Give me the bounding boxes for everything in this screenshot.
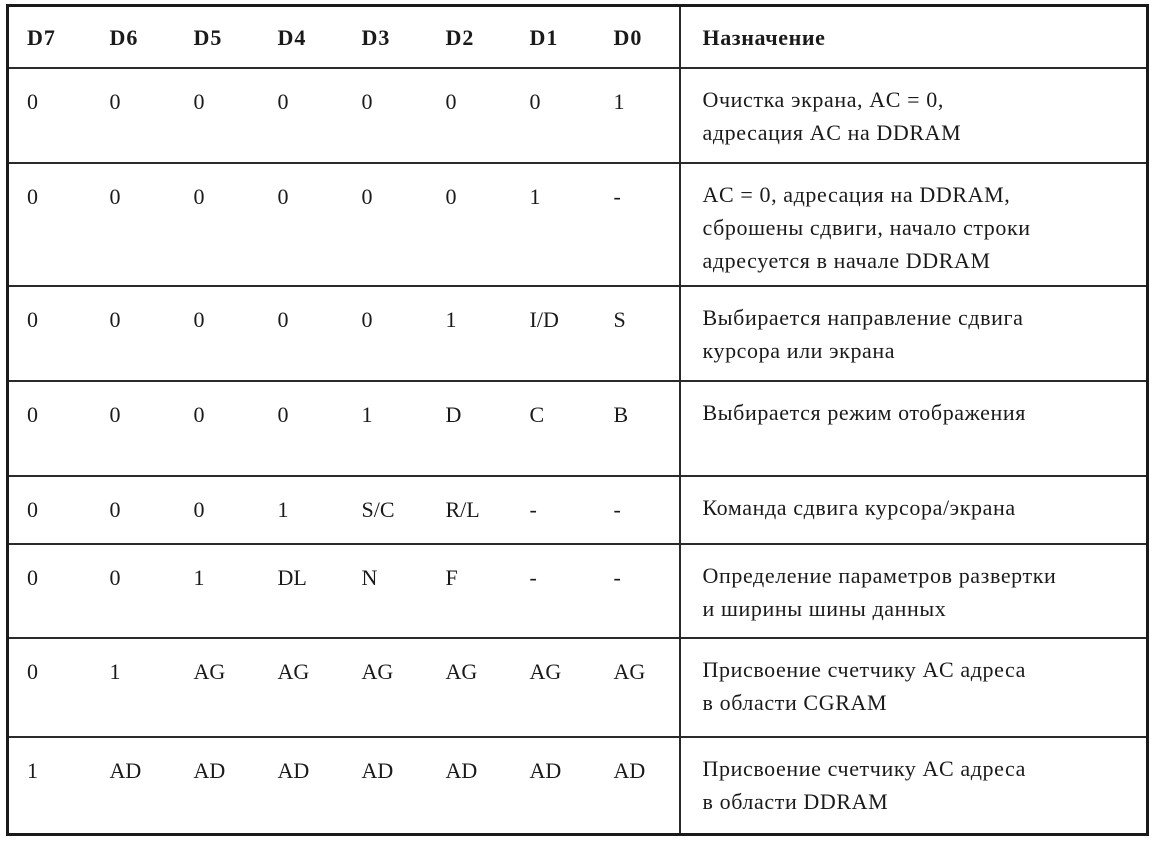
bit-cell-d1: C [512, 381, 596, 476]
bit-cell-d4: 1 [260, 476, 344, 544]
purpose-line: и ширины шины данных [702, 595, 947, 621]
header-d1: D1 [512, 6, 596, 68]
bit-cell-d5: AD [176, 737, 260, 835]
bit-cell-d5: 1 [176, 544, 260, 638]
command-table [6, 4, 1149, 836]
purpose-line: курсора или экрана [702, 337, 896, 363]
purpose-line: Выбирается направление сдвига [702, 304, 1024, 330]
header-d2: D2 [428, 6, 512, 68]
bit-cell-d5: 0 [176, 163, 260, 286]
table-body [8, 68, 1148, 835]
bit-cell-d0: AD [596, 737, 680, 835]
bit-cell-d6: 0 [92, 476, 176, 544]
bit-cell-d1: - [512, 544, 596, 638]
bit-cell-d4: 0 [260, 381, 344, 476]
bit-cell-d4: DL [260, 544, 344, 638]
bit-cell-d2: AG [428, 638, 512, 737]
header-d0: D0 [596, 6, 680, 68]
purpose-cell [680, 476, 1148, 544]
bit-cell-d3: AD [344, 737, 428, 835]
bit-cell-d4: 0 [260, 68, 344, 163]
bit-cell-d0: - [596, 476, 680, 544]
bit-cell-d3: 1 [344, 381, 428, 476]
bit-cell-d1: AG [512, 638, 596, 737]
header-d3: D3 [344, 6, 428, 68]
table-row [8, 68, 1148, 163]
table-row [8, 476, 1148, 544]
bit-cell-d6: 0 [92, 68, 176, 163]
bit-cell-d3: AG [344, 638, 428, 737]
bit-cell-d4: 0 [260, 286, 344, 381]
bit-cell-d0: S [596, 286, 680, 381]
bit-cell-d2: D [428, 381, 512, 476]
bit-cell-d1: 0 [512, 68, 596, 163]
table-row [8, 737, 1148, 835]
bit-cell-d1: AD [512, 737, 596, 835]
header-d4: D4 [260, 6, 344, 68]
bit-cell-d3: 0 [344, 68, 428, 163]
bit-cell-d5: 0 [176, 286, 260, 381]
table-row [8, 381, 1148, 476]
purpose-cell [680, 163, 1148, 286]
purpose-cell [680, 381, 1148, 476]
table-row [8, 638, 1148, 737]
bit-cell-d2: F [428, 544, 512, 638]
bit-cell-d5: 0 [176, 381, 260, 476]
purpose-line: адресуется в начале DDRAM [702, 247, 991, 273]
bit-cell-d4: 0 [260, 163, 344, 286]
header-d7: D7 [8, 6, 92, 68]
purpose-line: Очистка экрана, AC = 0, [702, 86, 944, 112]
table-row [8, 544, 1148, 638]
bit-cell-d2: 0 [428, 163, 512, 286]
bit-cell-d0: AG [596, 638, 680, 737]
bit-cell-d7: 0 [8, 286, 92, 381]
bit-cell-d2: 0 [428, 68, 512, 163]
purpose-cell [680, 638, 1148, 737]
purpose-line: AC = 0, адресация на DDRAM, [702, 181, 1011, 207]
bit-cell-d6: 0 [92, 286, 176, 381]
purpose-line: Присвоение счетчику AC адреса [702, 656, 1027, 682]
bit-cell-d5: 0 [176, 476, 260, 544]
bit-cell-d3: N [344, 544, 428, 638]
purpose-cell [680, 737, 1148, 835]
bit-cell-d2: R/L [428, 476, 512, 544]
bit-cell-d4: AG [260, 638, 344, 737]
bit-cell-d6: 0 [92, 544, 176, 638]
bit-cell-d7: 0 [8, 544, 92, 638]
purpose-line: адресация AC на DDRAM [702, 119, 962, 145]
header-row [8, 6, 1148, 68]
bit-cell-d6: 0 [92, 163, 176, 286]
bit-cell-d5: 0 [176, 68, 260, 163]
bit-cell-d0: - [596, 163, 680, 286]
header-d5: D5 [176, 6, 260, 68]
bit-cell-d3: S/C [344, 476, 428, 544]
purpose-line: в области DDRAM [702, 788, 889, 814]
purpose-cell [680, 68, 1148, 163]
purpose-cell [680, 286, 1148, 381]
bit-cell-d4: AD [260, 737, 344, 835]
bit-cell-d0: 1 [596, 68, 680, 163]
table-row [8, 286, 1148, 381]
purpose-line: сброшены сдвиги, начало строки [702, 214, 1031, 240]
bit-cell-d7: 0 [8, 381, 92, 476]
bit-cell-d3: 0 [344, 286, 428, 381]
table-row [8, 163, 1148, 286]
header-d6: D6 [92, 6, 176, 68]
bit-cell-d3: 0 [344, 163, 428, 286]
bit-cell-d7: 0 [8, 476, 92, 544]
purpose-line: Выбирается режим отображения [702, 399, 1027, 425]
bit-cell-d2: AD [428, 737, 512, 835]
bit-cell-d1: 1 [512, 163, 596, 286]
bit-cell-d0: B [596, 381, 680, 476]
purpose-line: в области CGRAM [702, 689, 888, 715]
header-purpose: Назначение [680, 6, 1148, 68]
bit-cell-d6: AD [92, 737, 176, 835]
bit-cell-d1: I/D [512, 286, 596, 381]
bit-cell-d0: - [596, 544, 680, 638]
purpose-line: Определение параметров развертки [702, 562, 1057, 588]
bit-cell-d6: 1 [92, 638, 176, 737]
purpose-line: Команда сдвига курсора/экрана [702, 494, 1016, 520]
bit-cell-d7: 1 [8, 737, 92, 835]
bit-cell-d7: 0 [8, 163, 92, 286]
bit-cell-d7: 0 [8, 68, 92, 163]
bit-cell-d2: 1 [428, 286, 512, 381]
bit-cell-d5: AG [176, 638, 260, 737]
bit-cell-d1: - [512, 476, 596, 544]
purpose-cell [680, 544, 1148, 638]
purpose-line: Присвоение счетчику AC адреса [702, 755, 1027, 781]
bit-cell-d6: 0 [92, 381, 176, 476]
bit-cell-d7: 0 [8, 638, 92, 737]
